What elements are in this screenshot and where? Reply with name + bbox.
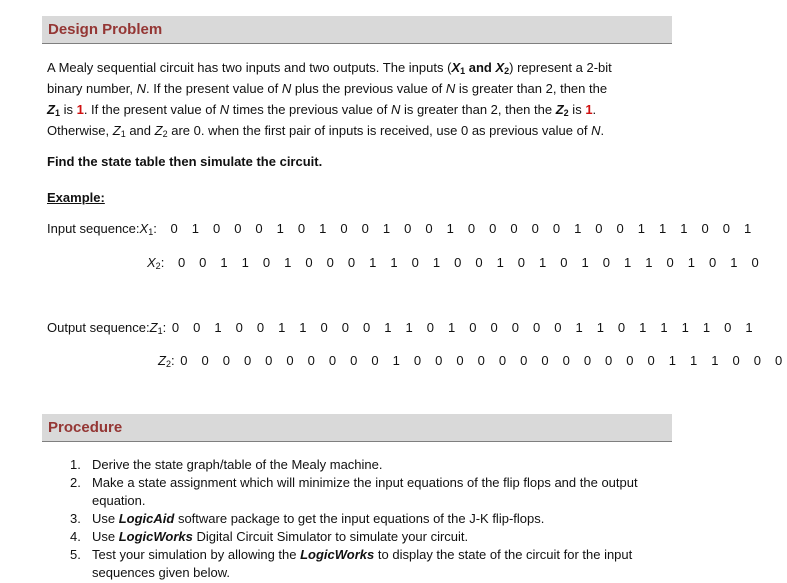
x2-digits: 0 0 1 1 0 1 0 0 0 1 1 0 1 0 0 1 0 1 0 1 0 1 1 0 1 0 1 0 — [177, 255, 764, 270]
procedure-list — [70, 456, 650, 582]
input-sequence-x1: Input $sequence:X_1$: 0 1 0 0 0 1 0 1 0 0 1 0 0 1 0 0 0 0 0 1 0 0 1 1 1 0 0 1 — [47, 221, 757, 237]
z2-digits: 0 0 0 0 0 0 0 0 0 0 1 0 0 0 0 0 0 0 0 0 0 0 0 1 1 1 0 0 0 — [180, 353, 787, 368]
design-problem-title: Design Problem — [48, 21, 163, 38]
example-label: Example: — [47, 190, 105, 205]
procedure-title: Procedure — [48, 419, 123, 436]
find-instruction: Find the state table then simulate the circuit. — [47, 154, 323, 169]
procedure-step: 2. Make a state assignment which will minimize the input equations of the flip flops and the output equation. — [70, 475, 638, 508]
procedure-step: 3. Use LogicAid software package to get the input equations of the J-K flip-flops. — [70, 511, 545, 526]
input-sequence-x2: $X_2$: 0 0 1 1 0 1 0 0 0 1 1 0 1 0 0 1 0 1 0 1 0 1 1 0 1 0 1 0 — [147, 255, 764, 271]
output-sequence-z1: Output $sequence:Z_1$: 0 0 1 0 0 1 1 0 0 0 1 1 0 1 0 0 0 0 0 1 1 0 1 1 1 1 0 1 — [47, 320, 758, 336]
procedure-step: 5. Test your simulation by allowing the LogicWorks to display the state of the circuit for the input sequences given below. — [70, 547, 633, 580]
problem-line-3: $Z_1$ is 1. If the present value of N times the previous value of N is greater than 2, then the $Z_2$ is 1. — [47, 102, 597, 118]
problem-line-1: A Mealy sequential circuit has two inputs and two outputs. The inputs ($X_1$ and $X_2$) represent a 2-bit — [47, 60, 612, 76]
procedure-header — [42, 414, 672, 442]
problem-statement — [47, 57, 647, 141]
design-problem-header — [42, 16, 672, 44]
z1-digits: 0 0 1 0 0 1 1 0 0 0 1 1 0 1 0 0 0 0 0 1 1 0 1 1 1 1 0 1 — [171, 320, 758, 335]
procedure-step: 1. Derive the state graph/table of the Mealy machine. — [70, 457, 383, 472]
x1-digits: 0 1 0 0 0 1 0 1 0 0 1 0 0 1 0 0 0 0 0 1 0 0 1 1 1 0 0 1 — [170, 221, 757, 236]
problem-line-2: binary number, N. If the present value of N plus the previous value of N is greater than 2, then the — [47, 81, 608, 96]
output-sequence-z2: $Z_2$: 0 0 0 0 0 0 0 0 0 0 1 0 0 0 0 0 0 0 0 0 0 0 0 1 1 1 0 0 0 — [158, 353, 787, 369]
procedure-step: 4. Use LogicWorks Digital Circuit Simulator to simulate your circuit. — [70, 529, 469, 544]
problem-line-4: Otherwise, $Z_1$ and $Z_2$ are 0. when the first pair of inputs is received, use 0 as previous value of N. — [47, 123, 605, 139]
